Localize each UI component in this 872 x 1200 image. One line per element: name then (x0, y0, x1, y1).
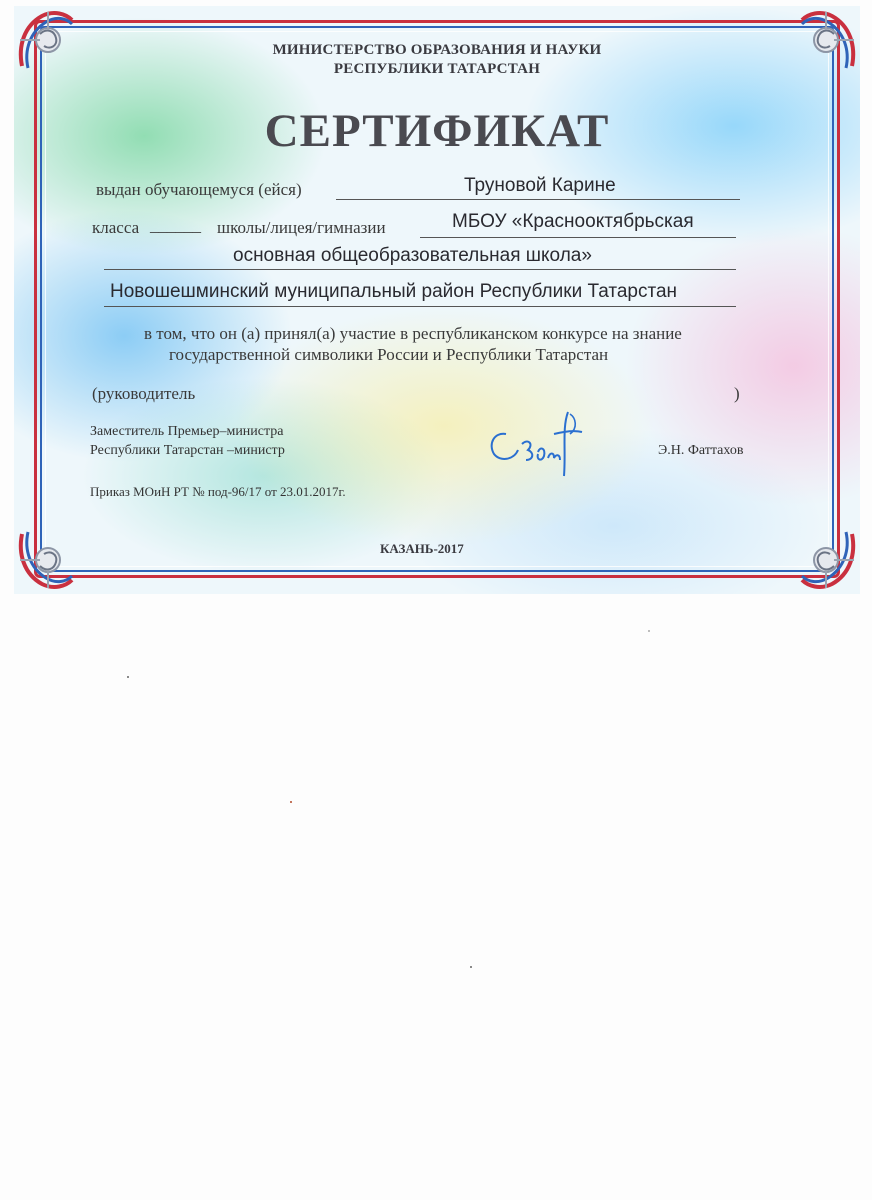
supervisor-close: ) (734, 384, 740, 403)
class-blank: ______ (150, 216, 201, 235)
school-name-line-2: основная общеобразовательная школа» (233, 245, 592, 266)
school-name-rule-2 (104, 269, 736, 270)
city-year: КАЗАНЬ-2017 (380, 541, 464, 556)
signer-name: Э.Н. Фаттахов (658, 443, 744, 458)
certificate-title: СЕРТИФИКАТ (264, 105, 610, 157)
district-rule (104, 306, 736, 307)
scan-speck (648, 630, 650, 632)
signature-mark (484, 404, 594, 482)
ministry-line-2: РЕСПУБЛИКИ ТАТАРСТАН (333, 61, 541, 77)
school-name-line-1: МБОУ «Краснооктябрьская (452, 211, 694, 232)
certificate (14, 6, 860, 594)
scan-speck (127, 676, 129, 678)
district: Новошешминский муниципальный район Республики Татарстан (110, 281, 678, 302)
scan-speck (470, 966, 472, 968)
school-name-rule-1 (420, 237, 736, 238)
ministry-line-1: МИНИСТЕРСТВО ОБРАЗОВАНИЯ И НАУКИ (272, 42, 602, 58)
school-label: школы/лицея/гимназии (217, 218, 386, 237)
student-name-rule (336, 199, 740, 200)
body-line-1: в том, что он (а) принял(а) участие в республиканском конкурсе на знание (144, 324, 682, 343)
class-label: класса (92, 218, 140, 237)
signer-title-line-1: Заместитель Премьер–министра (90, 424, 284, 439)
corner-ornament-icon (790, 524, 860, 594)
student-name: Труновой Карине (464, 175, 616, 196)
supervisor-open: (руководитель (92, 384, 196, 403)
corner-ornament-icon (14, 524, 84, 594)
signer-title-line-2: Республики Татарстан –министр (90, 443, 285, 458)
scan-speck (290, 801, 292, 803)
order-reference: Приказ МОиН РТ № под-96/17 от 23.01.2017г. (90, 484, 346, 499)
issued-label: выдан обучающемуся (ейся) (96, 180, 302, 199)
body-line-2: государственной символики России и Республики Татарстан (169, 345, 609, 364)
